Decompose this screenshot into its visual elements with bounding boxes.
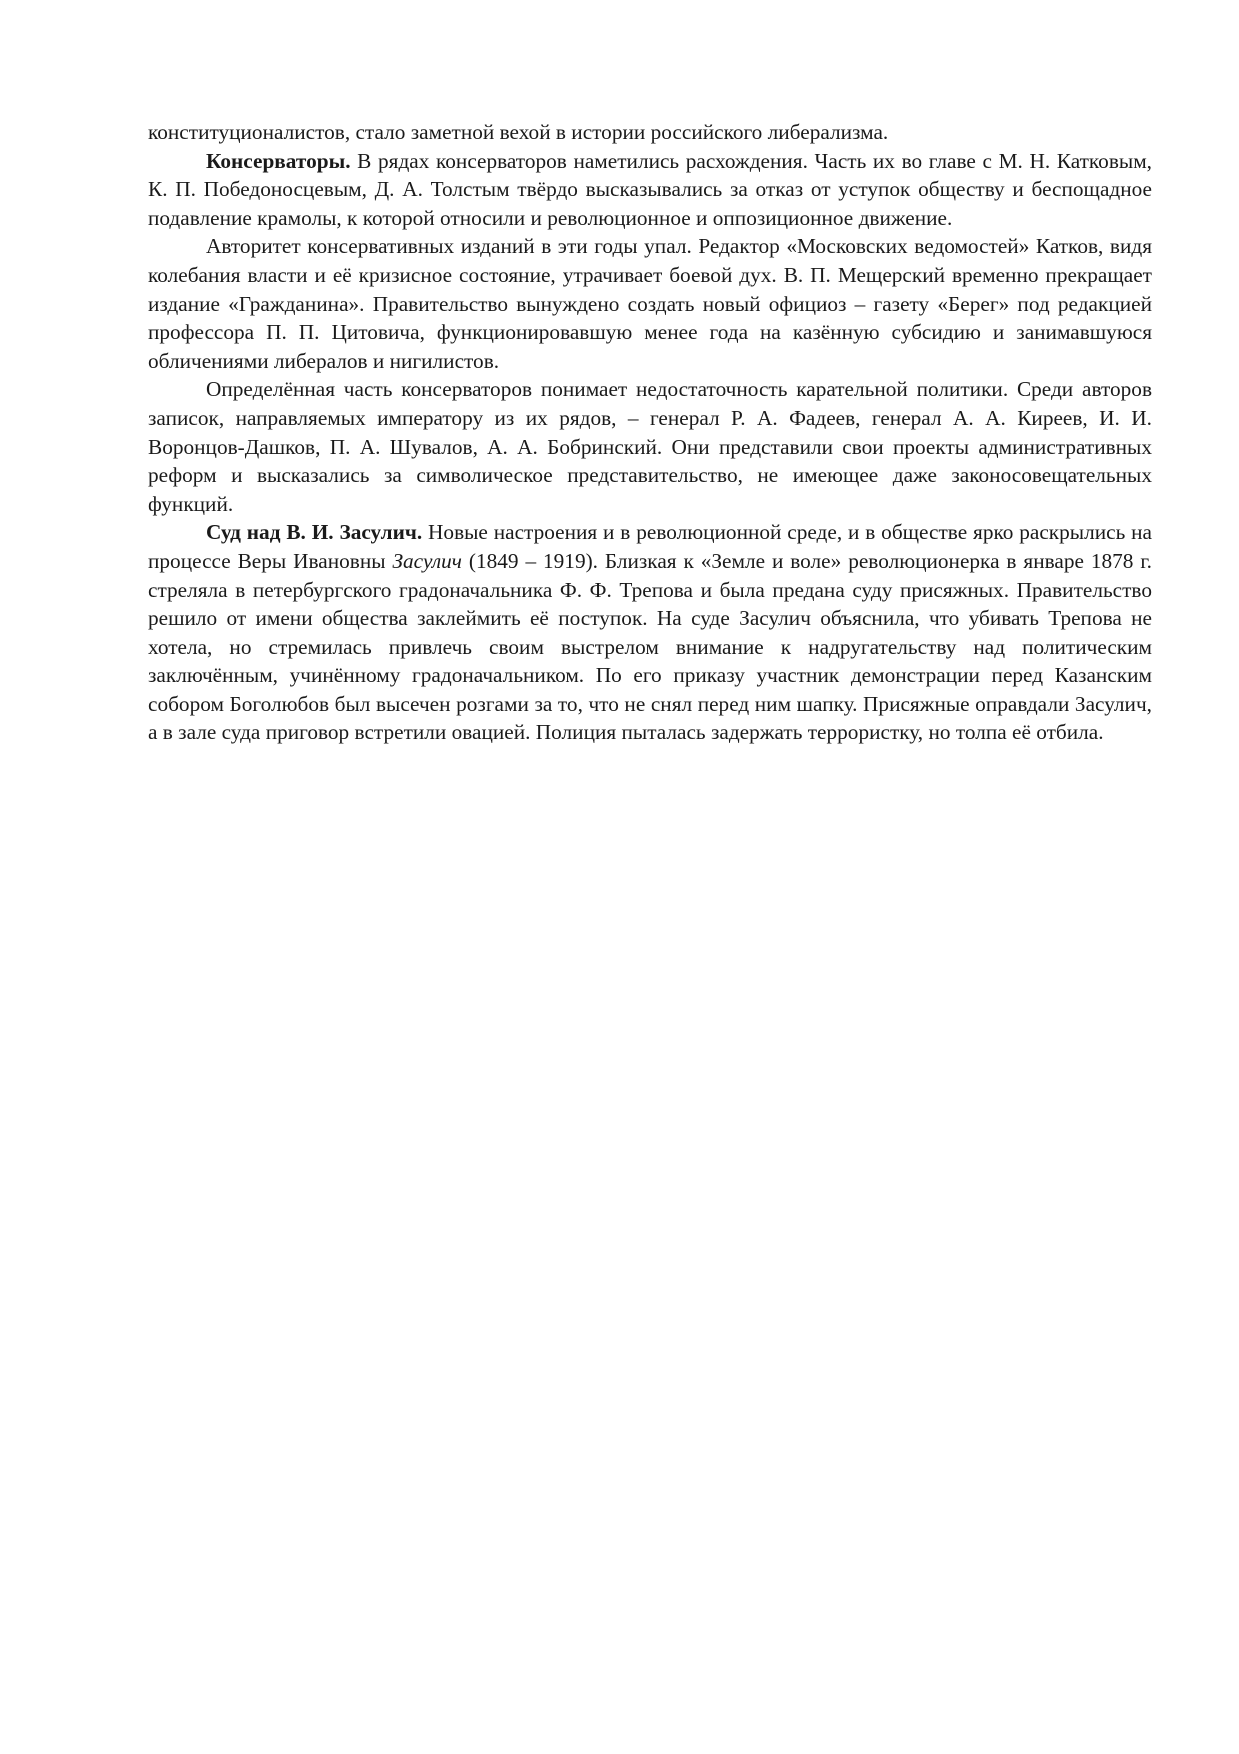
- paragraph-text: Авторитет консервативных изданий в эти годы упал. Редактор «Московских ведомостей» Катков, видя колебания власти и её кризисное состояние, утрачивает боевой дух. В. П. Мещерский временно прекращает издание «Гражданина». Правительство вынуждено создать новый официоз – газету «Берег» под редакцией профессора П. П. Цитовича, функционировавшую менее года на казённую субсидию и занимавшуюся обличениями либералов и нигилистов.: [148, 234, 1152, 373]
- paragraph-text: Определённая часть консерваторов понимает недостаточность карательной политики. Среди авторов записок, направляемых императору из их рядов, – генерал Р. А. Фадеев, генерал А. А. Киреев, И. И. Воронцов-Дашков, П. А. Шувалов, А. А. Бобринский. Они представили свои проекты административных реформ и высказались за символическое представительство, не имеющее даже законосовещательных функций.: [148, 377, 1152, 516]
- paragraph-reform-projects: [148, 375, 1152, 518]
- italic-name-zasulich: Засулич: [392, 548, 462, 573]
- paragraph-text: конституционалистов, стало заметной вехой в истории российского либерализма.: [148, 120, 889, 144]
- paragraph-text-after: (1849 – 1919). Близкая к «Земле и воле» революционерка в январе 1878 г. стреляла в петербургского градоначальника Ф. Ф. Трепова и была предана суду присяжных. Правительство решило от имени общества заклеймить её поступок. На суде Засулич объяснила, что убивать Трепова не хотела, но стремилась привлечь своим выстрелом внимание к надругательству над политическим заключённым, учинённому градоначальником. По его приказу участник демонстрации перед Казанским собором Боголюбов был высечен розгами за то, что не снял перед ним шапку. Присяжные оправдали Засулич, а в зале суда приговор встретили овацией. Полиция пыталась задержать террористку, но толпа её отбила.: [148, 548, 1152, 745]
- paragraph-press: [148, 232, 1152, 375]
- document-page: [148, 118, 1152, 747]
- paragraph-zasulich-trial: [148, 518, 1152, 747]
- paragraph-text: В рядах консерваторов наметились расхождения. Часть их во главе с М. Н. Катковым, К. П. Победоносцевым, Д. А. Толстым твёрдо высказывались за отказ от уступок обществу и беспощадное подавление крамолы, к которой относили и революционное и оппозиционное движение.: [148, 148, 1152, 230]
- paragraph-intro: [148, 118, 1152, 147]
- section-heading-zasulich: Суд над В. И. Засулич.: [206, 520, 423, 545]
- section-heading-conservatives: Консерваторы.: [206, 148, 351, 173]
- paragraph-conservatives: [148, 147, 1152, 233]
- paragraph-text-before: Новые настроения и в революционной среде, и в обществе ярко раскрылись на процессе Веры Ивановны: [148, 520, 1152, 573]
